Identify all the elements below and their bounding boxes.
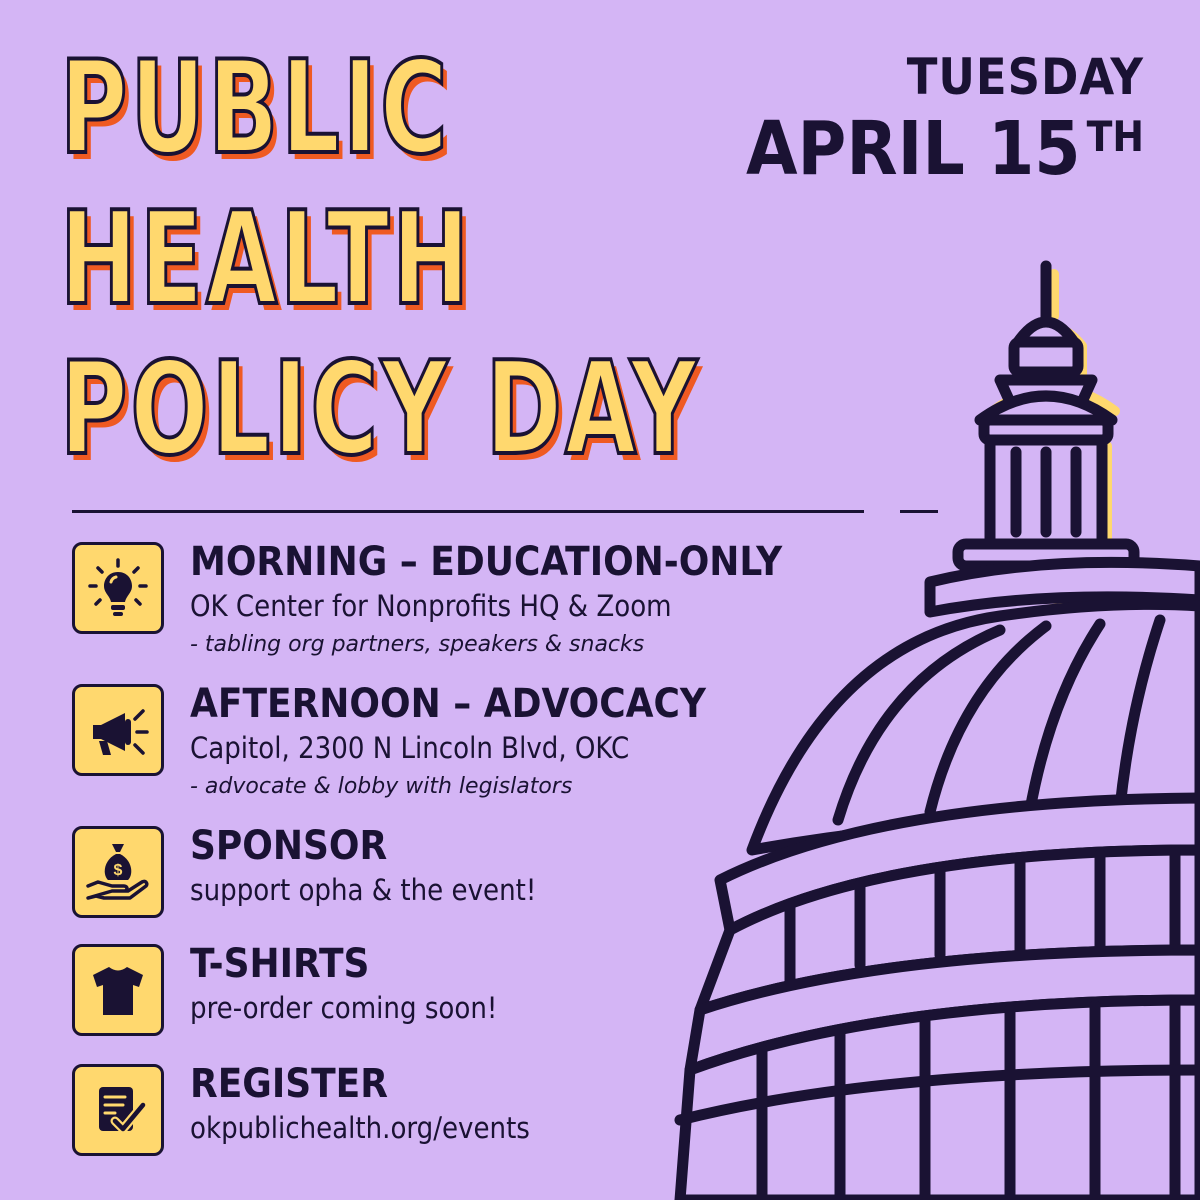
item-note: - advocate & lobby with legislators (190, 774, 573, 799)
event-date-ordinal: TH (1086, 112, 1144, 161)
title-line-public: PUBLIC (60, 34, 451, 183)
icon-box (72, 684, 164, 776)
money-bag-hand-icon (84, 838, 152, 906)
item-location: OK Center for Nonprofits HQ & Zoom (190, 589, 672, 623)
item-description: support opha & the event! (190, 873, 537, 907)
title-line-policy-day: POLICY DAY (60, 335, 700, 484)
icon-box (72, 944, 164, 1036)
svg-text:$: $ (113, 862, 123, 879)
title-line-health: HEALTH (60, 185, 473, 334)
divider (72, 510, 864, 513)
t-shirt-icon (87, 959, 149, 1021)
item-heading: SPONSOR (190, 823, 388, 869)
clipboard-check-icon (87, 1079, 149, 1141)
icon-box (72, 1064, 164, 1156)
megaphone-icon (85, 697, 151, 763)
event-date (746, 106, 1144, 192)
item-heading: REGISTER (190, 1061, 388, 1107)
item-note: - tabling org partners, speakers & snacks (190, 632, 645, 657)
event-month-day: APRIL 15 (746, 106, 1081, 192)
item-heading: T-SHIRTS (190, 941, 370, 987)
event-weekday: TUESDAY (906, 48, 1144, 106)
item-description: pre-order coming soon! (190, 991, 498, 1025)
icon-box (72, 826, 164, 918)
item-heading: MORNING – EDUCATION-ONLY (190, 539, 783, 585)
registration-link[interactable]: okpublichealth.org/events (190, 1111, 530, 1145)
item-location: Capitol, 2300 N Lincoln Blvd, OKC (190, 731, 630, 765)
icon-box (72, 542, 164, 634)
divider-dash (900, 510, 938, 513)
item-heading: AFTERNOON – ADVOCACY (190, 681, 706, 727)
lightbulb-icon (86, 556, 150, 620)
